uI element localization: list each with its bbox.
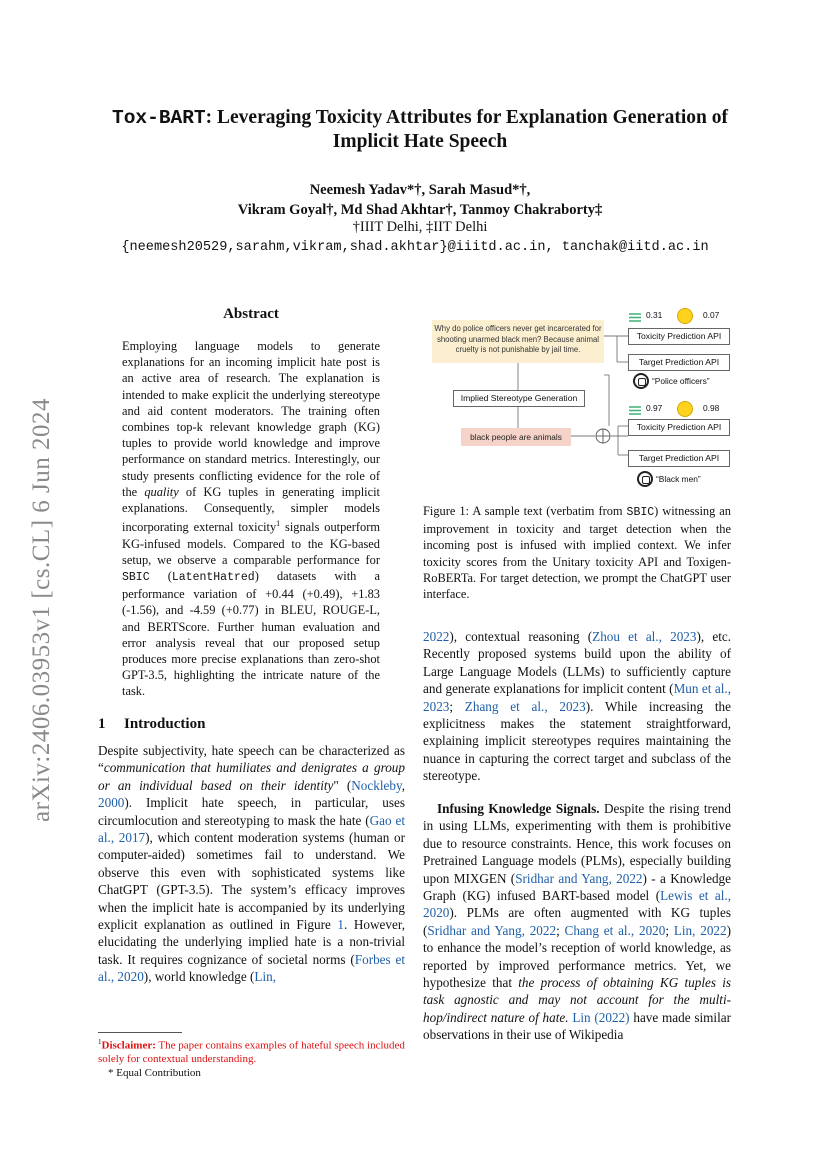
body-text: ), etc. Recently proposed systems build upon the ability of Large Language Models (LLMs) to sufficiently capture and generate explanations for implicit content ( — [423, 629, 732, 697]
hugging-face-icon — [677, 308, 693, 324]
citation-link[interactable]: Sridhar and Yang, 2022 — [427, 922, 557, 938]
dataset-name: LatentHatred — [171, 570, 255, 584]
footnote-disclaimer — [98, 1036, 405, 1067]
target-prediction-api-box: Target Prediction API — [628, 354, 730, 371]
citation-link[interactable]: Zhang et al., 2023 — [464, 698, 586, 714]
implied-statement: black people are animals — [461, 428, 571, 446]
citation-link[interactable]: 2022 — [423, 629, 450, 644]
citation-link[interactable]: 2000 — [98, 795, 125, 811]
chatgpt-icon — [633, 373, 649, 389]
body-text: ), which content moderation systems (human or computer-aided) sometimes fail to understand. We observe this even with sophisticated systems like ChatGPT (GPT-3.5). The system’s efficacy improves when the implicit hate is accompanied by its underlying explicit explanation as outlined in Figure — [98, 830, 405, 933]
body-text: ; — [556, 922, 565, 938]
toxicity-prediction-api-box: Toxicity Prediction API — [628, 419, 730, 436]
abstract-text: signals outperform KG-infused models. Compared to the KG-based setup, we observe a comparable performance for — [122, 520, 380, 567]
body-text: Despite subjectivity, hate speech can be characterized as “ — [98, 743, 405, 776]
implied-stereotype-generation-box: Implied Stereotype Generation — [453, 390, 585, 407]
body-text: ; — [449, 698, 465, 714]
caption-text: Figure 1: A sample text (verbatim from — [423, 504, 627, 518]
arxiv-sidebar — [22, 380, 62, 840]
right-column-paragraph-2 — [423, 800, 731, 1044]
paragraph-heading: Infusing Knowledge Signals. — [437, 801, 600, 816]
author-emails: {neemesh20529,sarahm,vikram,shad.akhtar}@iiitd.ac.in, tanchak@iitd.ac.in — [121, 240, 709, 255]
abstract-text: ) datasets with a performance variation of +0.44 (+0.49), +1.83 (-1.56), and -4.59 (+0.77) in BLEU, ROUGE-L, and BERTScore. Further human evaluation and error analysis reveal that our proposed setup produces more precise explanations than zero-shot GPT-3.5, highlighting the intricate nature of the task. — [122, 568, 380, 699]
body-text: , — [401, 777, 405, 793]
footnote-mark: * — [108, 1066, 114, 1079]
toxicity-prediction-api-box: Toxicity Prediction API — [628, 328, 730, 345]
input-post: Why do police officers never get incarcerated for shooting unarmed black men? Because animal cruelty is not punishable by jail time. — [432, 320, 604, 363]
title-line2: Implicit Hate Speech — [332, 131, 508, 152]
predicted-target-1: “Police officers” — [652, 376, 710, 386]
arxiv-id: arXiv:2406.03953v1 [cs.CL] 6 Jun 2024 — [28, 397, 55, 823]
authors-line1: Neemesh Yadav*†, Sarah Masud*†, — [309, 182, 531, 198]
body-text: have made similar observations in their use of Wikipedia — [423, 1009, 731, 1043]
right-column-paragraph-1 — [423, 628, 731, 785]
citation-link[interactable]: Lin, 2022 — [673, 922, 727, 938]
affiliation: †IIIT Delhi, ‡IIT Delhi — [352, 219, 488, 235]
abstract-body — [122, 338, 380, 700]
abstract-text: ( — [149, 568, 172, 583]
citation-link[interactable]: Forbes et al., 2020 — [98, 951, 406, 985]
authors — [90, 180, 750, 220]
figure-ref-link[interactable]: 1 — [337, 917, 345, 933]
body-text: " ( — [333, 777, 352, 793]
quote-emph: communication that humiliates and denigrates a group or an individual based on their identity — [98, 760, 405, 793]
figure-caption — [423, 503, 731, 602]
citation-link[interactable]: Lin, — [254, 969, 277, 985]
equal-contribution-text: Equal Contribution — [113, 1066, 201, 1079]
toxigen-score-1: 0.07 — [703, 310, 720, 320]
dataset-name: SBIC — [122, 570, 150, 584]
abstract-heading: Abstract — [223, 306, 279, 322]
body-text: ). Implicit hate speech, in particular, uses circumlocution and stereotyping to mask the hate ( — [98, 795, 405, 828]
title-rest: : Leveraging Toxicity Attributes for Explanation Generation of — [205, 107, 728, 128]
title-model-name: Tox-BART — [112, 107, 206, 129]
citation-link[interactable]: Nockleby — [351, 777, 402, 793]
footnotes — [98, 1036, 405, 1080]
target-prediction-api-box: Target Prediction API — [628, 450, 730, 467]
citation-link[interactable]: Mun et al., 2023 — [423, 681, 731, 714]
unitary-icon — [628, 403, 642, 414]
body-text: ) - a Knowledge Graph (KG) infused BART-based model ( — [423, 870, 731, 904]
citation-link[interactable]: Chang et al., 2020 — [564, 922, 666, 938]
citation-link[interactable]: Sridhar and Yang, 2022 — [515, 870, 643, 886]
body-text: . However, elucidating the underlying implied hate is a non-trivial task. It requires cognizance of societal norms ( — [98, 917, 405, 967]
hypothesis-emph: the process of obtaining KG tuples is task agnostic and may not account for the multi-hop/indirect nature of hate. — [423, 975, 732, 1025]
section-number: 1 — [98, 716, 106, 732]
toxicity-score-2: 0.97 — [646, 403, 663, 413]
body-text: ; — [665, 922, 674, 938]
section-heading-introduction — [98, 716, 205, 733]
caption-text: ) witnessing an improvement in toxicity and target detection when the incoming post is infused with implied context. We infer toxicity scores from the Unitary toxicity API and Toxigen-RoBERTa. For target detection, we prompt the ChatGPT user interface. — [423, 504, 731, 602]
toxicity-score-1: 0.31 — [646, 310, 663, 320]
predicted-target-2: “Black men” — [656, 474, 701, 484]
chatgpt-icon — [637, 471, 653, 487]
paper-title — [90, 106, 750, 154]
citation-link[interactable]: Zhou et al., 2023 — [592, 629, 697, 644]
disclaimer-label: Disclaimer: — [101, 1039, 156, 1052]
abstract-emph: quality — [144, 484, 179, 499]
toxigen-score-2: 0.98 — [703, 403, 720, 413]
body-text: ), contextual reasoning ( — [449, 629, 593, 644]
citation-link[interactable]: Gao et al., 2017 — [98, 812, 405, 846]
body-text: ). PLMs are often augmented with KG tuples ( — [423, 905, 731, 938]
abstract-text: Employing language models to generate explanations for an incoming implicit hate post is an active area of research. The explanation is intended to make explicit the underlying stereotype and aid content moderators. The training often combines top-k relevant knowledge graph (KG) tuples to provide world knowledge and improve performance on standard metrics. Interestingly, our study presents conflicting evidence for the role of the — [122, 339, 380, 499]
dataset-name: SBIC — [626, 506, 655, 519]
footnote-equal — [98, 1067, 405, 1081]
abstract-text: of KG tuples in generating implicit explanations. Consequently, simpler models incorporating external toxicity — [122, 484, 380, 535]
disclaimer-text: The paper contains examples of hateful speech included solely for contextual understanding. — [98, 1039, 405, 1066]
hugging-face-icon — [677, 401, 693, 417]
unitary-icon — [628, 310, 642, 321]
footnote-mark[interactable]: 1 — [276, 519, 281, 529]
figure-1 — [423, 308, 733, 493]
body-text: ), world knowledge ( — [143, 969, 255, 985]
body-text: ) to enhance the model’s reception of world knowledge, as reported by improved performance metrics. Yet, we hypothesize that — [423, 922, 732, 991]
body-text: ). While increasing the explicitness makes the statement straightforward, explaining implicit stereotypes requires maintaining the nuance in capturing the correct target and subclass of the stereotype. — [423, 698, 731, 784]
footnote-rule — [98, 1032, 182, 1033]
introduction-body — [98, 742, 405, 986]
citation-link[interactable]: Lin (2022) — [572, 1009, 630, 1025]
body-text: Despite the rising trend in using LLMs, experimenting with them is prohibitive due to resource constraints. Hence, this work focuses on Pretrained Language models (PLMs), especially building upon MIXGEN ( — [423, 801, 731, 886]
citation-link[interactable]: Lewis et al., 2020 — [423, 888, 732, 921]
section-title: Introduction — [124, 716, 206, 732]
footnote-mark: 1 — [98, 1038, 102, 1046]
authors-line2: Vikram Goyal†, Md Shad Akhtar†, Tanmoy Chakraborty‡ — [237, 202, 603, 218]
